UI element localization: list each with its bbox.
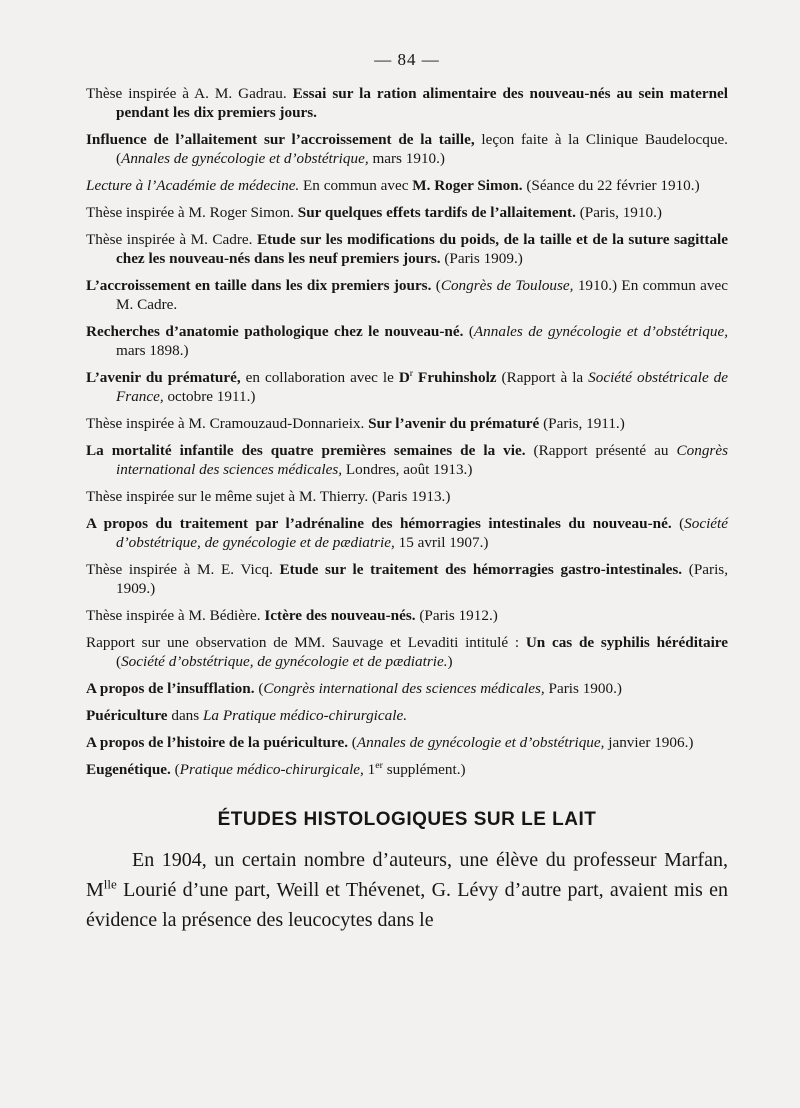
text-run: D [398, 369, 410, 386]
text-run: Etude sur le traitement des hémorragies gastro-intestinales. [279, 561, 683, 578]
text-run: (Séance du 22 février 1910.) [522, 177, 700, 194]
text-run: 15 avril 1907.) [394, 534, 489, 551]
text-run: 1910.) En commun avec M. Cadre. [116, 277, 728, 313]
text-run: Thèse inspirée à M. Roger Simon. [86, 204, 298, 221]
text-run: A propos de l’insufflation. [86, 680, 255, 697]
text-run: Annales de gynécologie et d’obstétrique, [356, 734, 605, 751]
bibliography-entry [86, 414, 728, 433]
text-run: Société d’obstétrique, de gynécologie et de pædiatrie, [116, 515, 728, 551]
text-run: Société d’obstétrique, de gynécologie et de pædiatrie. [121, 653, 448, 670]
bibliography-entry [86, 368, 728, 406]
text-run: A propos du traitement par l’adrénaline des hémorragies intestinales du nouveau-né. [86, 515, 672, 532]
text-run: Annales de gynécologie et d’obstétrique, [121, 150, 369, 167]
text-run: ( [116, 653, 122, 670]
text-run: Recherches d’anatomie pathologique chez le nouveau-né. [86, 323, 464, 340]
text-run: ( [671, 515, 685, 532]
bibliography-entry [86, 514, 728, 552]
text-run: En 1904, un certain nombre d’auteurs, une élève du professeur Marfan, M [86, 849, 728, 901]
text-run: mars 1910.) [368, 150, 445, 167]
bibliography-entry [86, 441, 728, 479]
text-run: Puériculture [86, 707, 168, 724]
bibliography-entry [86, 84, 728, 122]
bibliography-list [86, 84, 728, 779]
text-run: Congrès de Toulouse, [440, 277, 574, 294]
bibliography-entry [86, 706, 728, 725]
text-run: Fruhinsholz [413, 369, 497, 386]
text-run: janvier 1906.) [604, 734, 694, 751]
text-run: ( [463, 323, 474, 340]
text-run: (Rapport à la [496, 369, 589, 386]
text-run: Eugenétique. [86, 761, 171, 778]
bibliography-entry [86, 203, 728, 222]
text-run: Londres, août 1913.) [342, 461, 473, 478]
text-run: L’accroissement en taille dans les dix premiers jours. [86, 277, 432, 294]
text-run: (Paris, 1909.) [116, 561, 728, 597]
section-title: ÉTUDES HISTOLOGIQUES SUR LE LAIT [217, 809, 597, 830]
text-run: ) [447, 653, 453, 670]
text-run: (Paris, 1910.) [575, 204, 662, 221]
text-run: ( [170, 761, 180, 778]
text-run: Sur l’avenir du prématuré [368, 415, 540, 432]
text-run: Thèse inspirée à M. Cramouzaud-Donnarieix. [86, 415, 369, 432]
bibliography-entry [86, 679, 728, 698]
bibliography-entry [86, 230, 728, 268]
text-run: dans [167, 707, 203, 724]
text-run: ( [348, 734, 357, 751]
text-run: lle [103, 876, 117, 892]
text-run: er [375, 759, 383, 771]
text-run: Ictère des nouveau-nés. [264, 607, 416, 624]
text-run: Sur quelques effets tardifs de l’allaitement. [297, 204, 576, 221]
bibliography-entry [86, 322, 728, 360]
text-run: Thèse inspirée à M. Bédière. [86, 607, 265, 624]
text-run: (Paris 1909.) [440, 250, 523, 267]
bibliography-entry [86, 733, 728, 752]
text-run: Thèse inspirée à M. E. Vicq. [86, 561, 280, 578]
text-run: Lourié d’une part, Weill et Thévenet, G. Lévy d’autre part, avaient mis en évidence la présence des leucocytes dans le [86, 879, 728, 931]
section-paragraph [86, 845, 728, 935]
text-run: Congrès international des sciences médicales, [116, 442, 728, 478]
bibliography-entry [86, 276, 728, 314]
text-run: (Paris 1912.) [415, 607, 498, 624]
text-run: ( [254, 680, 264, 697]
text-run: Un cas de syphilis héréditaire [525, 634, 728, 651]
text-run: Thèse inspirée sur le même sujet à M. Thierry. (Paris 1913.) [86, 488, 451, 505]
bibliography-entry [86, 760, 728, 779]
text-run: La mortalité infantile des quatre premières semaines de la vie. [86, 442, 526, 459]
text-run: Annales de gynécologie et d’obstétrique, [473, 323, 728, 340]
text-run: octobre 1911.) [163, 388, 256, 405]
text-run: mars 1898.) [116, 342, 189, 359]
text-run: 1 [363, 761, 376, 778]
bibliography-entry [86, 606, 728, 625]
text-run: En commun avec [299, 177, 413, 194]
text-run: ( [431, 277, 441, 294]
text-run: (Paris, 1911.) [539, 415, 625, 432]
text-run: Thèse inspirée à A. M. Gadrau. [86, 85, 293, 102]
text-run: Influence de l’allaitement sur l’accroissement de la taille, [86, 131, 475, 148]
text-run: en collaboration avec le [240, 369, 399, 386]
page-number: — 84 — [374, 50, 440, 69]
text-run: Société obstétricale de France, [116, 369, 728, 405]
text-run: Lecture à l’Académie de médecine. [86, 177, 300, 194]
text-run: (Rapport présenté au [525, 442, 677, 459]
text-run: La Pratique médico-chirurgicale. [202, 707, 407, 724]
text-run: Etude sur les modifications du poids, de la taille et de la suture sagittale chez les nouveau-nés dans les neuf premiers jours. [116, 231, 728, 267]
bibliography-entry [86, 130, 728, 168]
text-run: A propos de l’histoire de la puériculture. [86, 734, 348, 751]
text-run: Rapport sur une observation de MM. Sauvage et Levaditi intitulé : [86, 634, 526, 651]
bibliography-entry [86, 487, 728, 506]
text-run: r [409, 367, 414, 379]
text-run: M. Roger Simon. [412, 177, 523, 194]
text-run: L’avenir du prématuré, [86, 369, 241, 386]
text-run: Paris 1900.) [544, 680, 622, 697]
text-run: Pratique médico-chirurgicale, [179, 761, 364, 778]
text-run: Thèse inspirée à M. Cadre. [86, 231, 257, 248]
bibliography-entry [86, 633, 728, 671]
bibliography-entry [86, 560, 728, 598]
text-run: supplément.) [382, 761, 466, 778]
text-run: Essai sur la ration alimentaire des nouveau-nés au sein maternel pendant les dix premiers jours. [116, 85, 728, 121]
bibliography-entry [86, 176, 728, 195]
text-run: Congrès international des sciences médicales, [263, 680, 545, 697]
text-run: leçon faite à la Clinique Baudelocque. ( [116, 131, 728, 167]
